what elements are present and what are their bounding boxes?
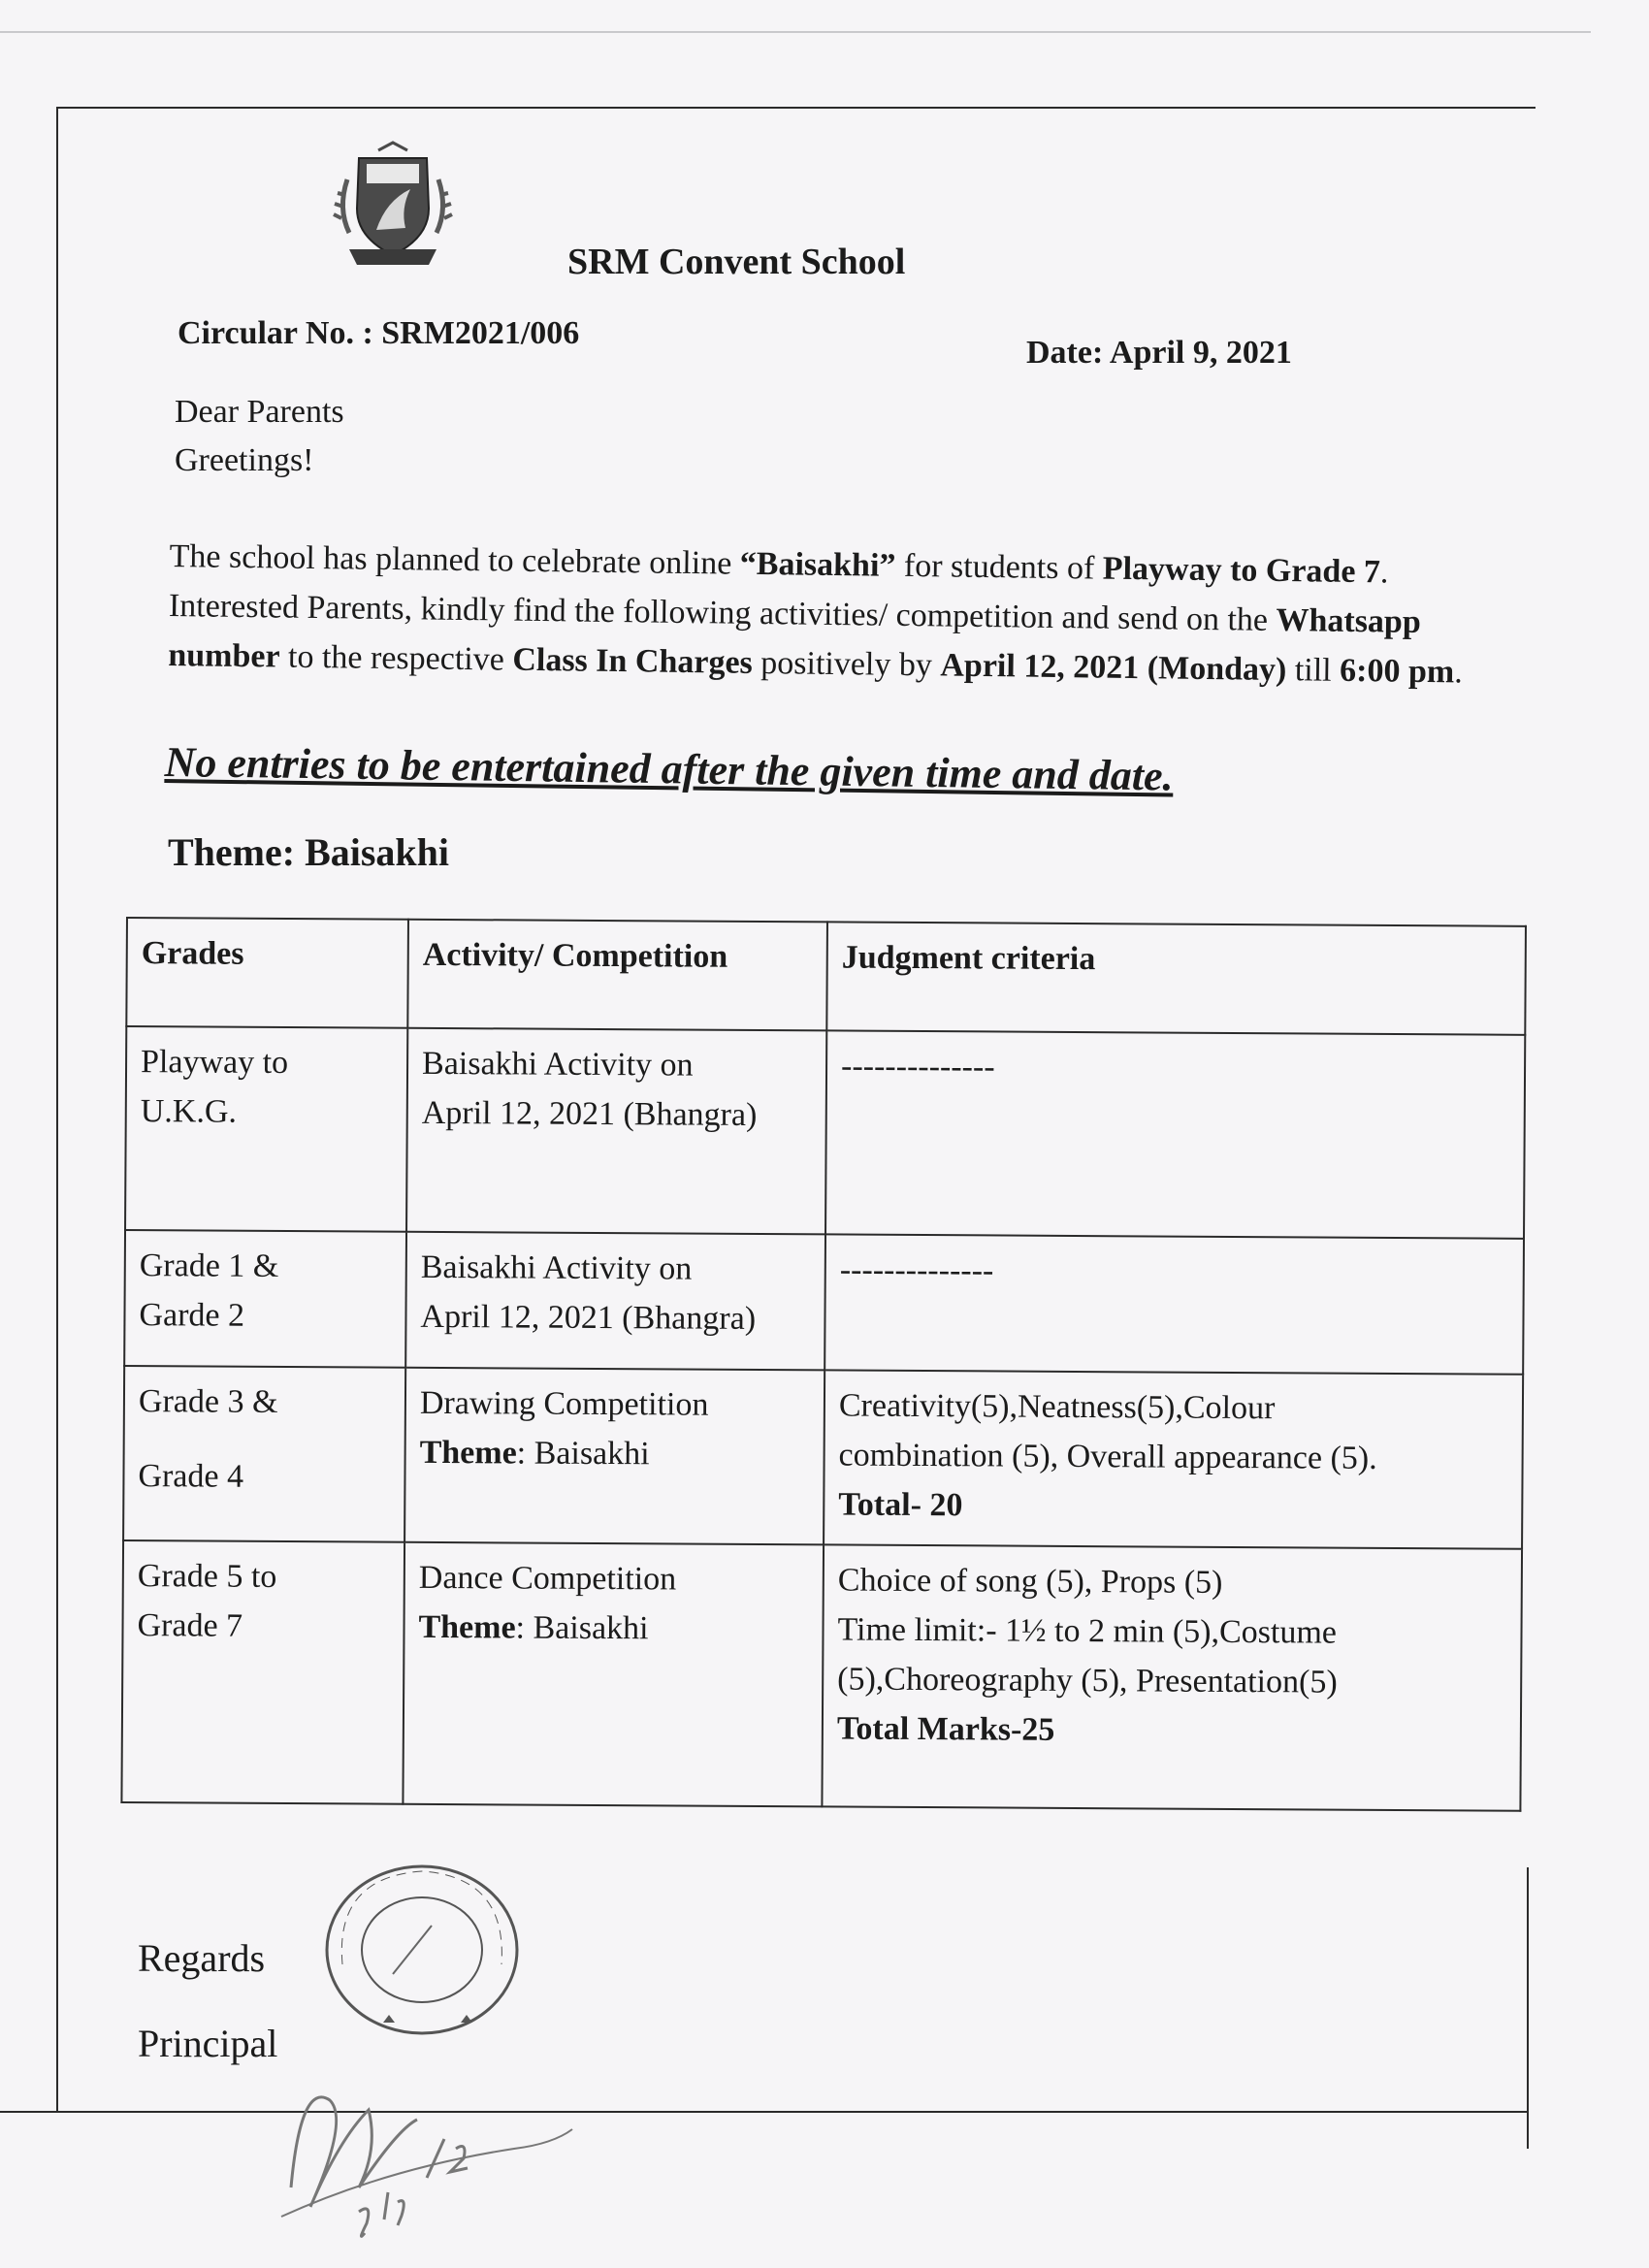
body-emphasis: Whatsapp number xyxy=(168,601,1422,675)
closing-principal: Principal xyxy=(138,2022,278,2065)
theme-value: : Baisakhi xyxy=(516,1435,650,1473)
salutation-greetings: Greetings! xyxy=(175,442,314,478)
criteria-cell xyxy=(822,1544,1522,1810)
body-text: . xyxy=(1453,654,1463,691)
criteria-cell xyxy=(824,1234,1524,1374)
criteria-line: Time limit:- 1½ to 2 min (5),Costume xyxy=(837,1611,1338,1651)
activity-theme xyxy=(418,1603,808,1654)
criteria-line: Creativity(5),Neatness(5),Colour xyxy=(838,1387,1276,1427)
body-emphasis: “Baisakhi” xyxy=(739,545,896,584)
theme-label: Theme xyxy=(419,1434,517,1472)
scan-top-edge xyxy=(0,31,1591,33)
grade-cell xyxy=(121,1540,404,1804)
activity-line: April 12, 2021 (Bhangra) xyxy=(420,1298,757,1337)
closing xyxy=(138,1916,277,2087)
circular-body xyxy=(168,532,1508,697)
body-text: for students of xyxy=(895,547,1104,587)
principal-signature xyxy=(272,2023,582,2246)
activity-line: Baisakhi Activity on xyxy=(420,1248,693,1287)
circular-date: Date: April 9, 2021 xyxy=(1026,335,1292,371)
activity-line: Dance Competition xyxy=(418,1559,677,1598)
table-row xyxy=(123,1366,1523,1549)
activity-line: Drawing Competition xyxy=(419,1384,709,1423)
body-emphasis: Class In Charges xyxy=(512,641,754,681)
body-text: positively by xyxy=(752,644,941,684)
grade-cell xyxy=(125,1026,407,1232)
theme-label: Theme xyxy=(418,1608,516,1646)
body-emphasis: April 12, 2021 (Monday) xyxy=(940,647,1287,689)
grade-line: U.K.G. xyxy=(140,1093,238,1130)
school-logo xyxy=(320,141,466,281)
header-activity: Activity/ Competition xyxy=(407,920,827,1031)
table-row xyxy=(121,1540,1522,1811)
activity-line: April 12, 2021 (Bhangra) xyxy=(421,1094,758,1133)
criteria-line: combination (5), Overall appearance (5). xyxy=(838,1437,1377,1476)
table-header-row xyxy=(126,918,1526,1035)
activity-cell xyxy=(406,1028,826,1235)
table-row xyxy=(124,1230,1524,1375)
criteria-total: Total Marks-25 xyxy=(836,1710,1055,1748)
criteria-cell xyxy=(824,1370,1523,1548)
activity-theme xyxy=(419,1428,809,1479)
grade-line: Grade 3 & xyxy=(138,1383,278,1420)
criteria-line: -------------- xyxy=(840,1048,995,1085)
criteria-line: Choice of song (5), Props (5) xyxy=(837,1562,1223,1601)
activity-cell xyxy=(404,1368,824,1545)
criteria-total: Total- 20 xyxy=(838,1486,963,1524)
body-emphasis: 6:00 pm xyxy=(1339,652,1455,691)
grade-line: Grade 1 & xyxy=(139,1247,279,1284)
activity-cell xyxy=(405,1232,825,1371)
body-text: The school has planned to celebrate online xyxy=(169,537,741,582)
grade-line: Grade 7 xyxy=(137,1607,243,1644)
body-text: till xyxy=(1286,652,1341,689)
frame-border-top xyxy=(56,107,1536,109)
criteria-line: (5),Choreography (5), Presentation(5) xyxy=(837,1661,1338,1701)
salutation xyxy=(175,388,344,485)
grade-line: Grade 5 to xyxy=(137,1558,277,1595)
body-text: to the respective xyxy=(279,638,513,678)
frame-border-bottom xyxy=(0,2111,1529,2113)
school-name: SRM Convent School xyxy=(567,242,906,282)
frame-border-right xyxy=(1527,1867,1529,2149)
salutation-dear: Dear Parents xyxy=(175,394,344,430)
grade-cell xyxy=(123,1366,405,1542)
activity-cell xyxy=(403,1542,824,1807)
frame-border-left xyxy=(56,107,58,2111)
theme-heading: Theme: Baisakhi xyxy=(168,830,450,874)
criteria-cell xyxy=(825,1030,1525,1238)
grade-line: Grade 4 xyxy=(138,1458,244,1495)
header-grades: Grades xyxy=(126,918,408,1028)
closing-regards: Regards xyxy=(138,1936,266,1980)
table-row xyxy=(125,1026,1525,1239)
circular-number: Circular No. : SRM2021/006 xyxy=(178,315,580,351)
criteria-line: -------------- xyxy=(839,1251,994,1289)
activities-table xyxy=(120,917,1527,1812)
activity-line: Baisakhi Activity on xyxy=(421,1045,694,1084)
theme-value: : Baisakhi xyxy=(515,1609,649,1647)
header-criteria: Judgment criteria xyxy=(826,922,1526,1034)
grade-line: Garde 2 xyxy=(139,1297,245,1334)
deadline-notice: No entries to be entertained after the given time and date. xyxy=(164,737,1174,800)
body-text: . Interested Parents, kindly find the following activities/ competition and send on the xyxy=(168,554,1389,638)
grade-cell xyxy=(124,1230,406,1368)
body-emphasis: Playway to Grade 7 xyxy=(1102,550,1381,591)
school-stamp xyxy=(315,1858,529,2042)
grade-line: Playway to xyxy=(140,1044,289,1082)
